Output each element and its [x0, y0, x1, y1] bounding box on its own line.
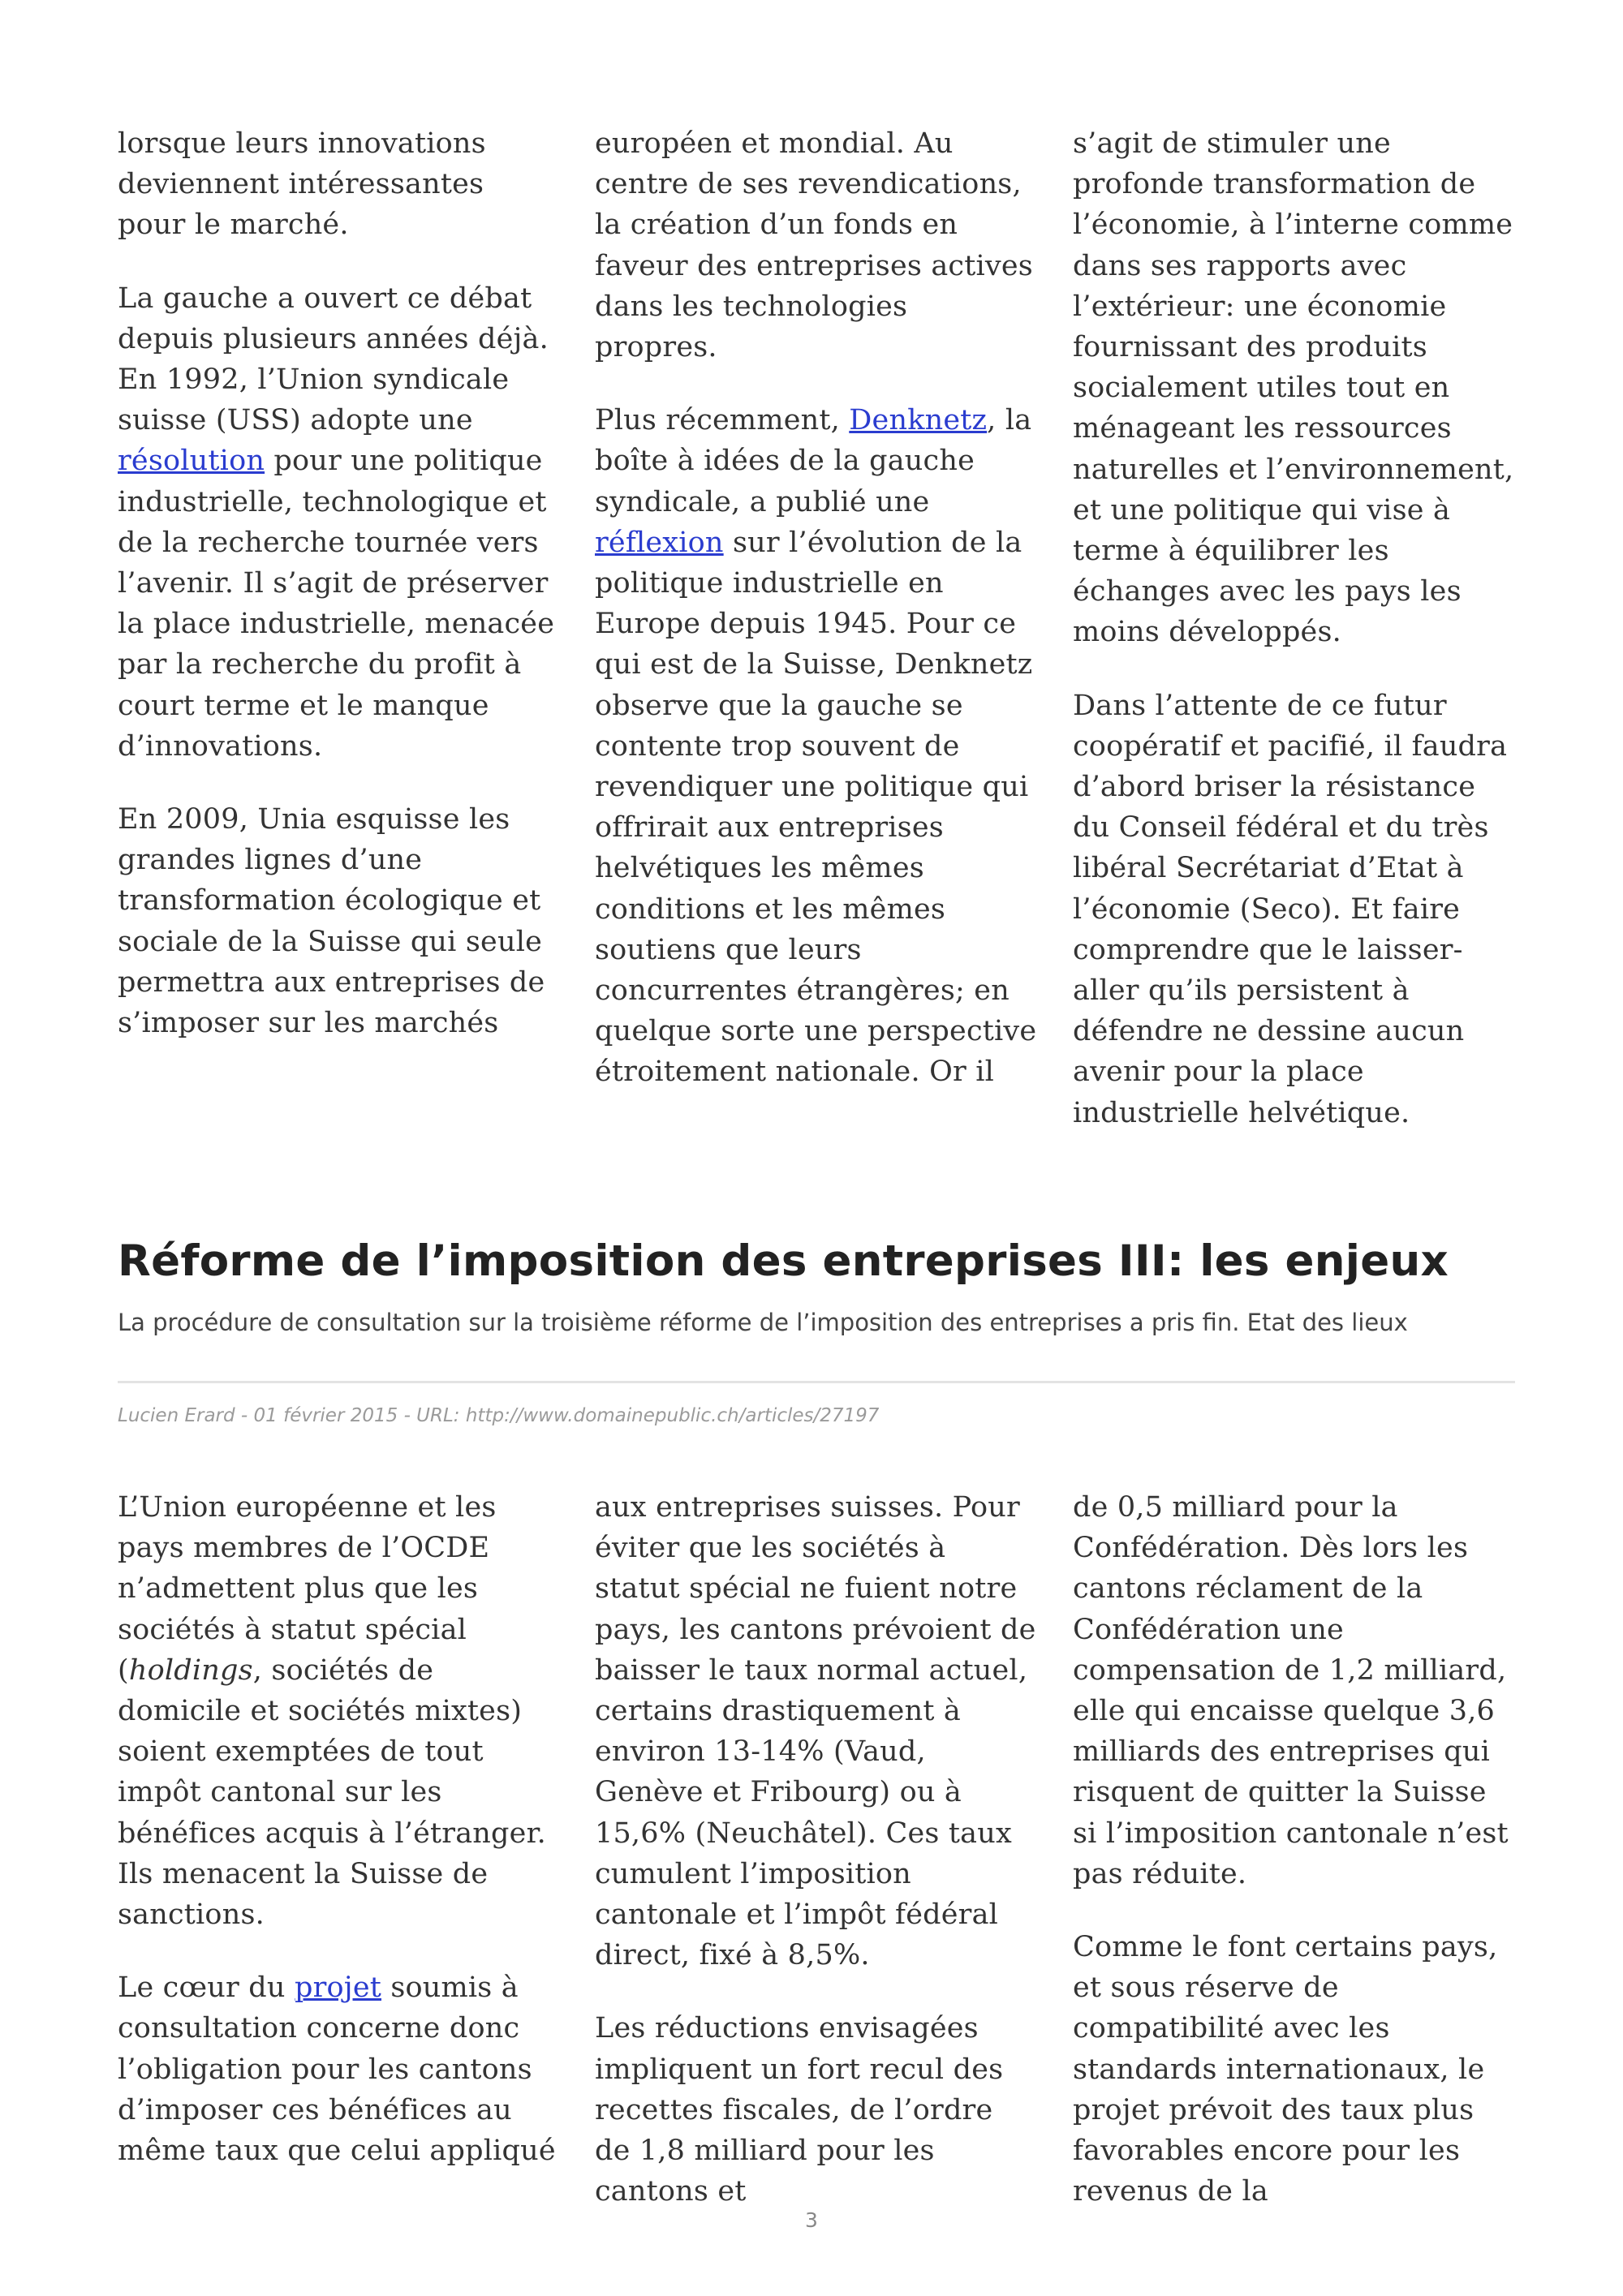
article-column-1: [118, 1487, 560, 2204]
paragraph: [595, 400, 1037, 1092]
paragraph-text: L’Union européenne et les pays membres de l’OCDE n’admettent plus que les sociétés à statut spécial (: [118, 1491, 497, 1687]
paragraph-text: , la boîte à idées de la gauche syndicale, a publié une: [595, 404, 1032, 518]
holdings-emphasis: holdings: [128, 1653, 253, 1687]
paragraph: [595, 1487, 1037, 1976]
paragraph-text: pour une politique industrielle, technologique et de la recherche tournée vers l’avenir. Il s’agit de préserver la place industrielle, menacée par la recherche du profit à court terme et le manque d’innovations.: [118, 445, 555, 763]
paragraph-text: lorsque leurs innovations deviennent intéressantes pour le marché.: [118, 127, 486, 242]
denknetz-link[interactable]: Denknetz: [849, 404, 988, 437]
paragraph-text: de 0,5 milliard pour la Confédération. Dès lors les cantons réclament de la Confédération une compensation de 1,2 milliard, elle qui encaisse quelque 3,6 milliards des entreprises qui risquent de quitter la Suisse si l’imposition cantonale n’est pas réduite.: [1073, 1491, 1509, 1890]
paragraph-text: Les réductions envisagées impliquent un fort recul des recettes fiscales, de l’ordre de 1,8 milliard pour les cantons et: [595, 2012, 1004, 2208]
projet-link[interactable]: projet: [294, 1971, 382, 2005]
resolution-link[interactable]: résolution: [118, 445, 265, 478]
top-column-1: [118, 123, 560, 1076]
reflexion-link[interactable]: réflexion: [595, 526, 724, 559]
paragraph-text: La gauche a ouvert ce débat depuis plusieurs années déjà. En 1992, l’Union syndicale suisse (USS) adopte une: [118, 282, 549, 437]
paragraph: [1073, 123, 1515, 653]
paragraph-text: Comme le font certains pays, et sous réserve de compatibilité avec les standards internationaux, le projet prévoit des taux plus favorables encore pour les revenus de la: [1073, 1931, 1498, 2208]
page-number: 3: [805, 2208, 818, 2232]
paragraph: [118, 123, 560, 246]
paragraph-text: aux entreprises suisses. Pour éviter que les sociétés à statut spécial ne fuient notre pays, les cantons prévoient de baisser le taux normal actuel, certains drastiquement à environ 13-14% (Vaud, Genève et Fribourg) ou à 15,6% (Neuchâtel). Ces taux cumulent l’imposition cantonale et l’impôt fédéral direct, fixé à 8,5%.: [595, 1491, 1036, 1972]
paragraph: [118, 278, 560, 767]
paragraph: [118, 1487, 560, 1935]
article-column-3: [1073, 1487, 1515, 2244]
paragraph-text: Le cœur du: [118, 1971, 295, 2005]
header-divider: [118, 1381, 1515, 1383]
article-title: Réforme de l’imposition des entreprises III: les enjeux: [118, 1236, 1449, 1286]
top-column-3: [1073, 123, 1515, 1166]
paragraph: [595, 123, 1037, 368]
paragraph-text: s’agit de stimuler une profonde transformation de l’économie, à l’interne comme dans ses rapports avec l’extérieur: une économie fournissant des produits socialement utiles tout en ménageant les ressources naturelles et l’environnement, et une politique qui vise à terme à équilibrer les échanges avec les pays les moins développés.: [1073, 127, 1514, 649]
paragraph: [1073, 1487, 1515, 1894]
paragraph-text: , sociétés de domicile et sociétés mixtes) soient exemptées de tout impôt cantonal sur les bénéfices acquis à l’étranger. Ils menacent la Suisse de sanctions.: [118, 1653, 546, 1932]
paragraph-text: En 2009, Unia esquisse les grandes lignes d’une transformation écologique et sociale de la Suisse qui seule permettra aux entreprises de s’imposer sur les marchés: [118, 803, 545, 1040]
paragraph: [118, 799, 560, 1043]
paragraph-text: soumis à consultation concerne donc l’obligation pour les cantons d’imposer ces bénéfices au même taux que celui appliqué: [118, 1971, 556, 2168]
paragraph-text: européen et mondial. Au centre de ses revendications, la création d’un fonds en faveur des entreprises actives dans les technologies propres.: [595, 127, 1033, 364]
article-column-2: [595, 1487, 1037, 2244]
paragraph-text: sur l’évolution de la politique industrielle en Europe depuis 1945. Pour ce qui est de la Suisse, Denknetz observe que la gauche se contente trop souvent de revendiquer une politique qui offrirait aux entreprises helvétiques les mêmes conditions et les mêmes soutiens que leurs concurrentes étrangères; en quelque sorte une perspective étroitement nationale. Or il: [595, 526, 1037, 1089]
article-lead: La procédure de consultation sur la troisième réforme de l’imposition des entreprises a pris fin. Etat des lieux: [118, 1309, 1408, 1336]
top-column-2: [595, 123, 1037, 1125]
paragraph: [1073, 686, 1515, 1133]
paragraph-text: Dans l’attente de ce futur coopératif et pacifié, il faudra d’abord briser la résistance du Conseil fédéral et du très libéral Secrétariat d’Etat à l’économie (Seco). Et faire comprendre que le laisser-aller qu’ils persistent à défendre ne dessine aucun avenir pour la place industrielle helvétique.: [1073, 689, 1508, 1129]
paragraph: [595, 2008, 1037, 2212]
article-byline: Lucien Erard - 01 février 2015 - URL: http://www.domainepublic.ch/articles/27197: [118, 1405, 880, 1426]
paragraph-text: Plus récemment,: [595, 404, 850, 437]
paragraph: [1073, 1927, 1515, 2212]
paragraph: [118, 1967, 560, 2171]
